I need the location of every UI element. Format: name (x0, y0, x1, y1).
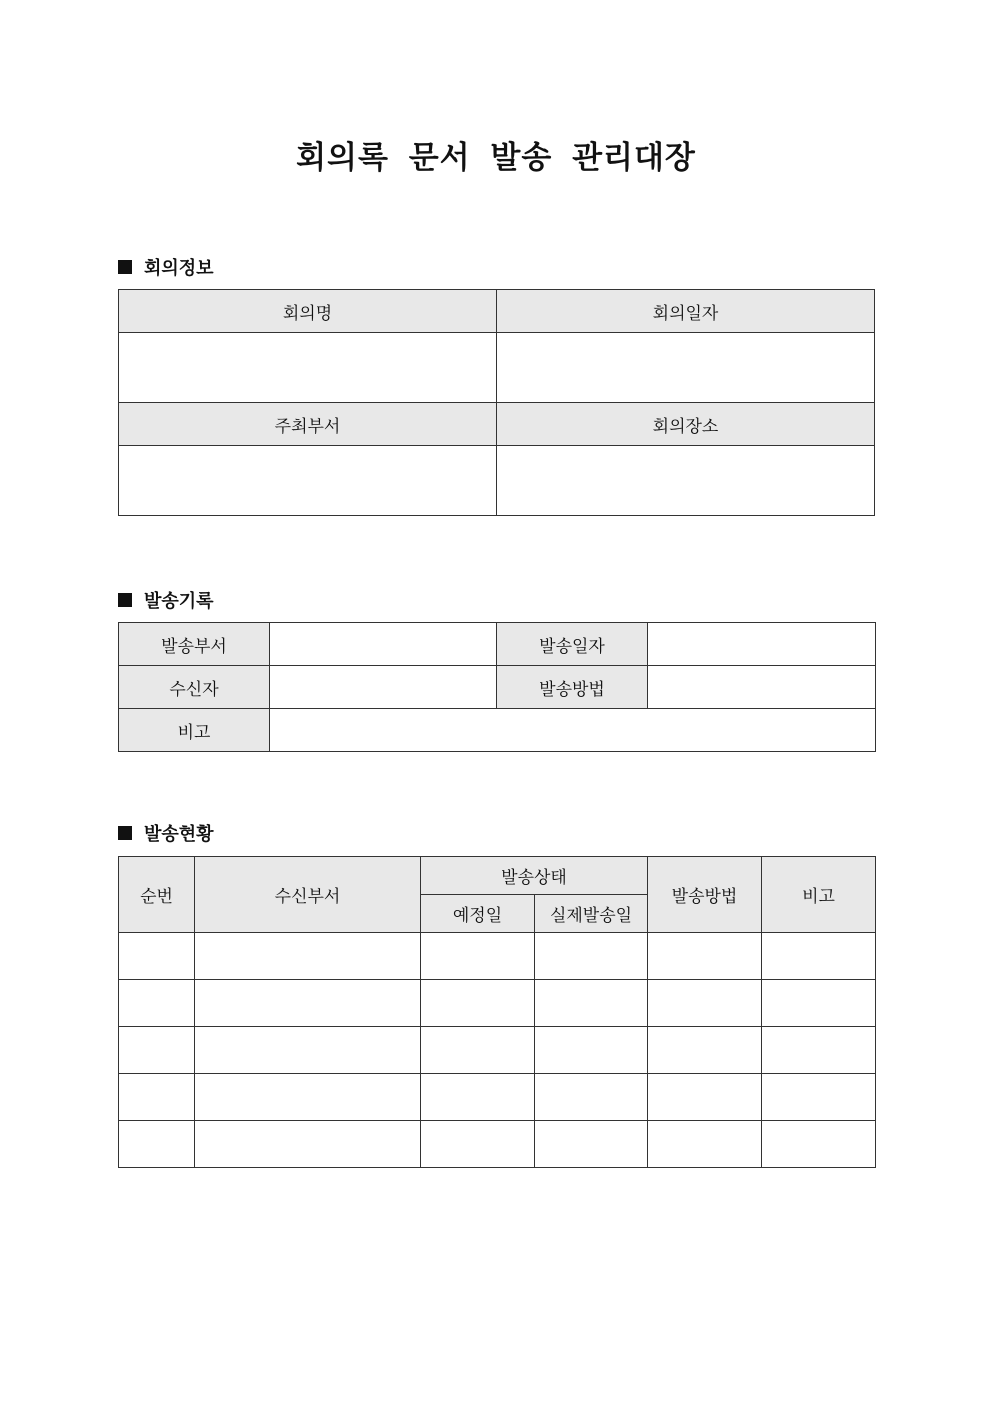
cell-actual[interactable] (535, 1121, 648, 1168)
cell-remarks[interactable] (762, 1121, 876, 1168)
cell-remarks[interactable] (762, 933, 876, 980)
send-dept-label: 발송부서 (119, 623, 270, 666)
section-heading-send-record (118, 587, 214, 613)
table-row (119, 1027, 876, 1074)
cell-actual[interactable] (535, 980, 648, 1027)
cell-actual[interactable] (535, 1074, 648, 1121)
table-row (119, 1121, 876, 1168)
square-bullet-icon (118, 593, 132, 607)
col-header-actual: 실제발송일 (535, 895, 648, 933)
meeting-date-field[interactable] (497, 333, 875, 403)
cell-planned[interactable] (421, 1027, 535, 1074)
host-dept-label: 주최부서 (119, 403, 497, 446)
cell-recv-dept[interactable] (195, 1027, 421, 1074)
col-header-no: 순번 (119, 857, 195, 933)
cell-no[interactable] (119, 1074, 195, 1121)
table-row (119, 933, 876, 980)
send-method-label: 발송방법 (497, 666, 648, 709)
table-row (119, 1074, 876, 1121)
recipient-field[interactable] (270, 666, 497, 709)
cell-remarks[interactable] (762, 980, 876, 1027)
meeting-name-label: 회의명 (119, 290, 497, 333)
cell-method[interactable] (648, 933, 762, 980)
cell-no[interactable] (119, 1027, 195, 1074)
cell-method[interactable] (648, 1121, 762, 1168)
section-heading-meeting-info (118, 254, 214, 280)
cell-planned[interactable] (421, 933, 535, 980)
send-record-table (118, 622, 876, 752)
meeting-place-label: 회의장소 (497, 403, 875, 446)
cell-planned[interactable] (421, 1074, 535, 1121)
recipient-label: 수신자 (119, 666, 270, 709)
cell-no[interactable] (119, 933, 195, 980)
section-heading-label: 회의정보 (144, 258, 214, 279)
square-bullet-icon (118, 260, 132, 274)
meeting-name-field[interactable] (119, 333, 497, 403)
section-heading-label: 발송기록 (144, 591, 214, 612)
cell-method[interactable] (648, 1027, 762, 1074)
col-header-planned: 예정일 (421, 895, 535, 933)
col-header-remarks: 비고 (762, 857, 876, 933)
send-status-table (118, 856, 876, 1168)
cell-planned[interactable] (421, 1121, 535, 1168)
cell-remarks[interactable] (762, 1074, 876, 1121)
col-header-method: 발송방법 (648, 857, 762, 933)
cell-actual[interactable] (535, 1027, 648, 1074)
cell-recv-dept[interactable] (195, 980, 421, 1027)
cell-recv-dept[interactable] (195, 933, 421, 980)
remarks-field[interactable] (270, 709, 876, 752)
meeting-date-label: 회의일자 (497, 290, 875, 333)
section-heading-label: 발송현황 (144, 824, 214, 845)
cell-remarks[interactable] (762, 1027, 876, 1074)
cell-planned[interactable] (421, 980, 535, 1027)
col-header-recv-dept: 수신부서 (195, 857, 421, 933)
send-dept-field[interactable] (270, 623, 497, 666)
square-bullet-icon (118, 826, 132, 840)
remarks-label: 비고 (119, 709, 270, 752)
meeting-info-table (118, 289, 875, 516)
cell-no[interactable] (119, 980, 195, 1027)
page-title: 회의록 문서 발송 관리대장 (296, 140, 696, 176)
cell-actual[interactable] (535, 933, 648, 980)
send-date-field[interactable] (648, 623, 876, 666)
send-date-label: 발송일자 (497, 623, 648, 666)
table-row (119, 980, 876, 1027)
send-method-field[interactable] (648, 666, 876, 709)
cell-recv-dept[interactable] (195, 1074, 421, 1121)
col-header-status: 발송상태 (421, 857, 648, 895)
section-heading-send-status (118, 820, 214, 846)
cell-method[interactable] (648, 980, 762, 1027)
cell-no[interactable] (119, 1121, 195, 1168)
cell-method[interactable] (648, 1074, 762, 1121)
host-dept-field[interactable] (119, 446, 497, 516)
meeting-place-field[interactable] (497, 446, 875, 516)
cell-recv-dept[interactable] (195, 1121, 421, 1168)
